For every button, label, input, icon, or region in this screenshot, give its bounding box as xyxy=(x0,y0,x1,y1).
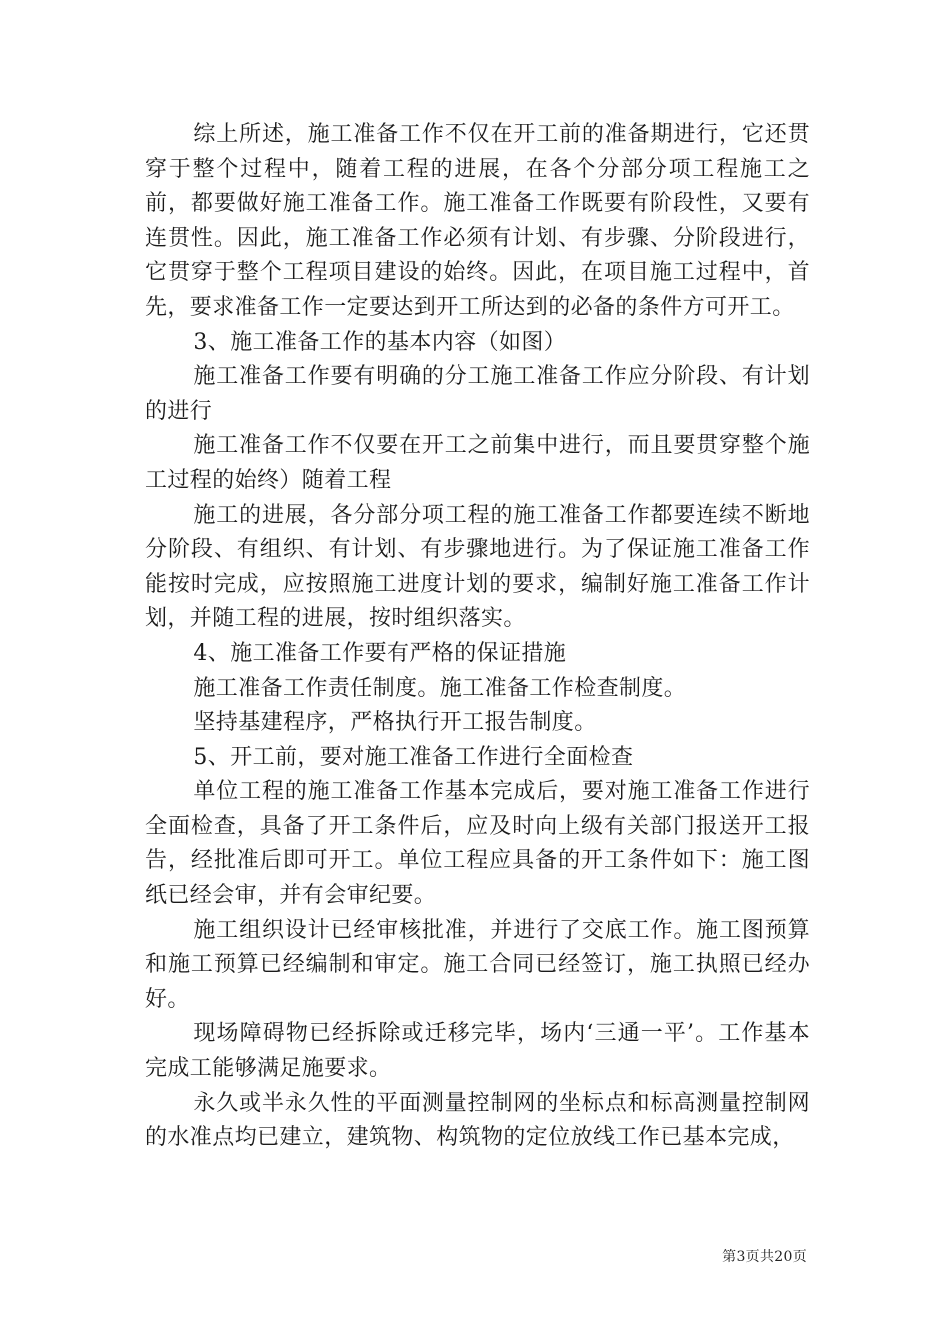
paragraph-organization-design: 施工组织设计已经审核批准，并进行了交底工作。施工图预算和施工预算已经编制和审定。施工合同已经签订，施工执照已经办好。 xyxy=(145,917,810,1012)
paragraph-summary: 综上所述，施工准备工作不仅在开工前的准备期进行，它还贯穿于整个过程中，随着工程的进展，在各个分部分项工程施工之前，都要做好施工准备工作。施工准备工作既要有阶段性，又要有连贯性。因此，施工准备工作必须有计划、有步骤、分阶段进行，它贯穿于整个工程项目建设的始终。因此，在项目施工过程中，首先，要求准备工作一定要达到开工所达到的必备的条件方可开工。 xyxy=(145,122,810,320)
paragraph-construction-procedure: 坚持基建程序，严格执行开工报告制度。 xyxy=(193,710,597,736)
paragraph-site-obstacles: 现场障碍物已经拆除或迁移完毕，场内‘三通一平’。工作基本完成工能够满足施要求。 xyxy=(145,1021,810,1082)
paragraph-unit-project: 单位工程的施工准备工作基本完成后，要对施工准备工作进行全面检查，具备了开工条件后，应及时向上级有关部门报送开工报告，经批准后即可开工。单位工程应具备的开工条件如下：施工图纸已经会审，并有会审纪要。 xyxy=(145,779,810,909)
heading-basic-content: 3、施工准备工作的基本内容（如图） xyxy=(193,329,567,355)
paragraph-responsibility-system: 施工准备工作责任制度。施工准备工作检查制度。 xyxy=(193,675,687,701)
paragraph-progress: 施工的进展，各分部分项工程的施工准备工作都要连续不断地分阶段、有组织、有计划、有步骤地进行。为了保证施工准备工作能按时完成，应按照施工进度计划的要求，编制好施工准备工作计划，并随工程的进展，按时组织落实。 xyxy=(145,502,810,632)
document-body xyxy=(145,118,810,1156)
paragraph-division-of-work: 施工准备工作要有明确的分工施工准备工作应分阶段、有计划的进行 xyxy=(145,364,810,424)
paragraph-survey-control: 永久或半永久性的平面测量控制网的坐标点和标高测量控制网的水准点均已建立，建筑物、构筑物的定位放线工作已基本完成， xyxy=(145,1090,810,1151)
paragraph-throughout-process: 施工准备工作不仅要在开工之前集中进行，而且要贯穿整个施工过程的始终）随着工程 xyxy=(145,433,810,493)
page-number-footer: 第3页共20页 xyxy=(722,1249,807,1265)
heading-guarantee-measures: 4、施工准备工作要有严格的保证措施 xyxy=(193,640,567,666)
heading-full-inspection: 5、开工前，要对施工准备工作进行全面检查 xyxy=(193,744,634,770)
